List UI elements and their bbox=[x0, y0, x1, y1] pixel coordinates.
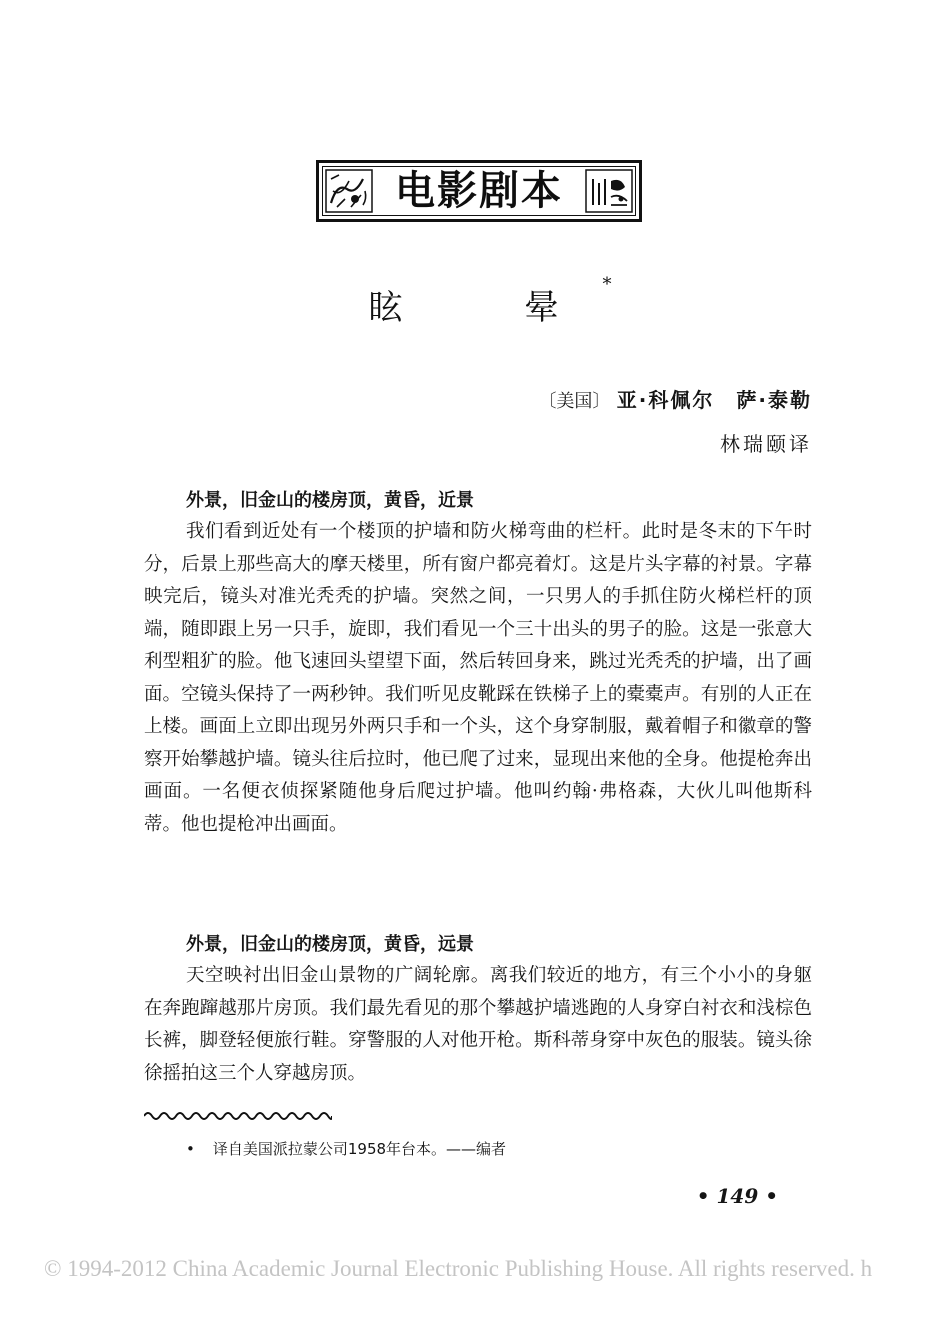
right-ornament-icon bbox=[585, 169, 633, 213]
scene-paragraph: 天空映衬出旧金山景物的广阔轮廓。离我们较近的地方，有三个小小的身躯在奔跑蹿越那片房顶。我们最先看见的那个攀越护墙逃跑的人身穿白衬衣和浅棕色长裤，脚登轻便旅行鞋。穿警服的人对他开枪。斯科蒂身穿中灰色的服装。镜头徐徐摇拍这三个人穿越房顶。 bbox=[144, 965, 812, 1084]
column-title: 电影剧本 bbox=[395, 168, 563, 214]
article-title-text: 眩 晕 bbox=[368, 288, 603, 328]
author-country: 〔美国〕 bbox=[538, 391, 611, 412]
column-banner bbox=[316, 160, 642, 222]
copyright-watermark: © 1994-2012 China Academic Journal Electronic Publishing House. All rights reserved. h bbox=[44, 1256, 873, 1281]
footnote-bullet: • bbox=[186, 1140, 195, 1158]
scene-heading: 外景，旧金山的楼房顶，黄昏，近景 bbox=[186, 490, 474, 511]
left-ornament-icon bbox=[325, 169, 373, 213]
page-number: • 149 • bbox=[696, 1184, 778, 1208]
scene-paragraph: 我们看到近处有一个楼顶的护墙和防火梯弯曲的栏杆。此时是冬末的下午时分，后景上那些高大的摩天楼里，所有窗户都亮着灯。这是片头字幕的衬景。字幕映完后，镜头对准光秃秃的护墙。突然之间，一只男人的手抓住防火梯栏杆的顶端，随即跟上另一只手，旋即，我们看见一个三十出头的男子的脸。这是一张意大利型粗犷的脸。他飞速回头望望下面，然后转回身来，跳过光秃秃的护墙，出了画面。空镜头保持了一两秒钟。我们听见皮靴踩在铁梯子上的橐橐声。有别的人正在上楼。画面上立即出现另外两只手和一个头，这个身穿制服，戴着帽子和徽章的警察开始攀越护墙。镜头往后拉时，他已爬了过来，显现出来他的全身。他提枪奔出画面。一名便衣侦探紧随他身后爬过护墙。他叫约翰·弗格森，大伙儿叫他斯科蒂。他也提枪冲出画面。 bbox=[144, 521, 812, 835]
footnote bbox=[186, 1138, 506, 1159]
footnote-text: 译自美国派拉蒙公司1958年台本。——编者 bbox=[212, 1140, 507, 1158]
footnote-separator bbox=[144, 1110, 332, 1122]
title-footnote-mark: * bbox=[602, 274, 612, 295]
article-title bbox=[0, 274, 950, 329]
byline bbox=[538, 384, 812, 413]
scene-heading: 外景，旧金山的楼房顶，黄昏，远景 bbox=[186, 934, 474, 955]
author-names: 亚·科佩尔 萨·泰勒 bbox=[616, 388, 812, 412]
translator: 林瑞颐译 bbox=[720, 432, 812, 456]
